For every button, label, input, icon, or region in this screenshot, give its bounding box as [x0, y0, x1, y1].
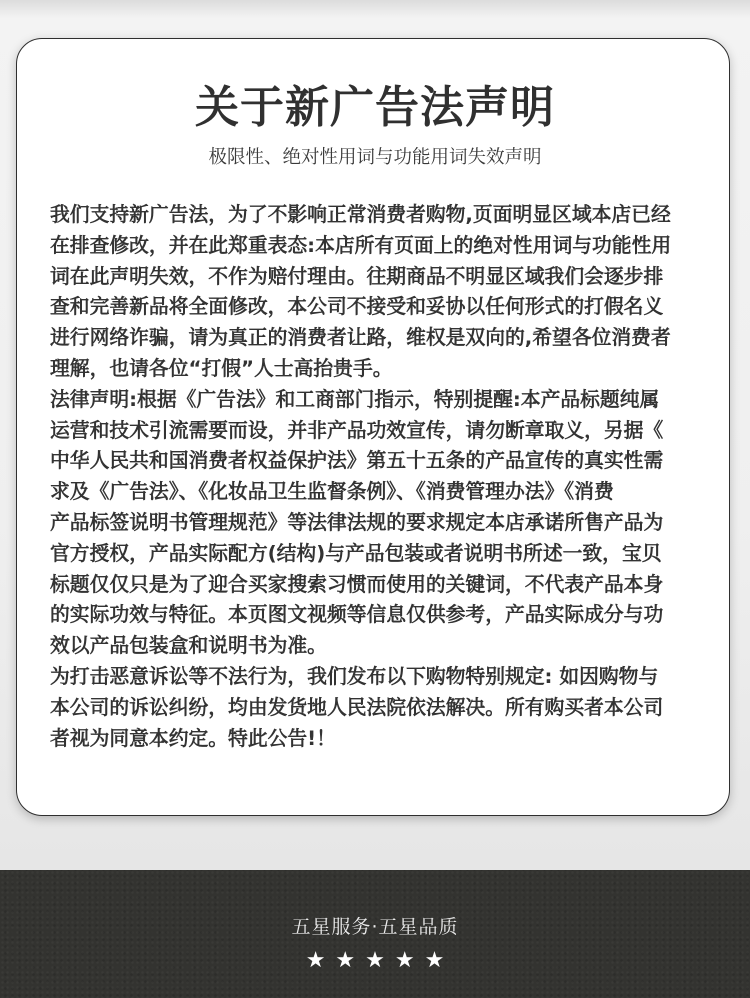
notice-line: 官方授权，产品实际配方(结构)与产品包装或者说明书所述一致，宝贝 — [50, 541, 662, 565]
notice-line: 进行网络诈骗，请为真正的消费者让路，维权是双向的,希望各位消费者 — [50, 326, 671, 350]
footer-slogan: 五星服务·五星品质 — [291, 916, 459, 938]
notice-line: 者视为同意本约定。特此公告!！ — [50, 726, 336, 750]
notice-line: 我们支持新广告法，为了不影响正常消费者购物,页面明显区域本店已经 — [50, 203, 671, 226]
notice-body — [50, 200, 710, 754]
notice-line: 理解，也请各位“打假”人士高抬贵手。 — [50, 356, 393, 380]
notice-line: 的实际功效与特征。本页图文视频等信息仅供参考，产品实际成分与功 — [50, 603, 664, 627]
notice-line: 在排查修改，并在此郑重表态:本店所有页面上的绝对性用词与功能性用 — [50, 233, 672, 257]
notice-line: 产品标签说明书管理规范》等法律法规的要求规定本店承诺所售产品为 — [50, 510, 664, 534]
notice-line: 求及《广告法》、《化妆品卫生监督条例》、《消费管理办法》《消费 — [50, 480, 614, 504]
notice-line: 标题仅仅只是为了迎合买家搜索习惯而使用的关键词，不代表产品本身 — [50, 572, 664, 596]
notice-subtitle: 极限性、绝对性用词与功能用词失效声明 — [208, 147, 542, 168]
notice-title: 关于新广告法声明 — [195, 82, 555, 133]
notice-line: 效以产品包装盒和说明书为准。 — [50, 634, 327, 658]
notice-line: 运营和技术引流需要而设，并非产品功效宣传，请勿断章取义，另据《 — [50, 418, 664, 442]
footer-banner — [0, 870, 750, 998]
notice-line: 法律声明:根据《广告法》和工商部门指示，特别提醒:本产品标题纯属 — [50, 387, 660, 411]
notice-line: 词在此声明失效，不作为赔付理由。往期商品不明显区域我们会逐步排 — [50, 264, 664, 288]
notice-line: 本公司的诉讼纠纷，均由发货地人民法院依法解决。所有购买者本公司 — [50, 695, 664, 719]
notice-line: 查和完善新品将全面修改，本公司不接受和妥协以任何形式的打假名义 — [50, 295, 664, 319]
five-star-rating: ★★★★★ — [305, 948, 455, 973]
notice-line: 中华人民共和国消费者权益保护法》第五十五条的产品宣传的真实性需 — [50, 449, 664, 473]
notice-line: 为打击恶意诉讼等不法行为，我们发布以下购物特别规定: 如因购物与 — [50, 664, 659, 688]
